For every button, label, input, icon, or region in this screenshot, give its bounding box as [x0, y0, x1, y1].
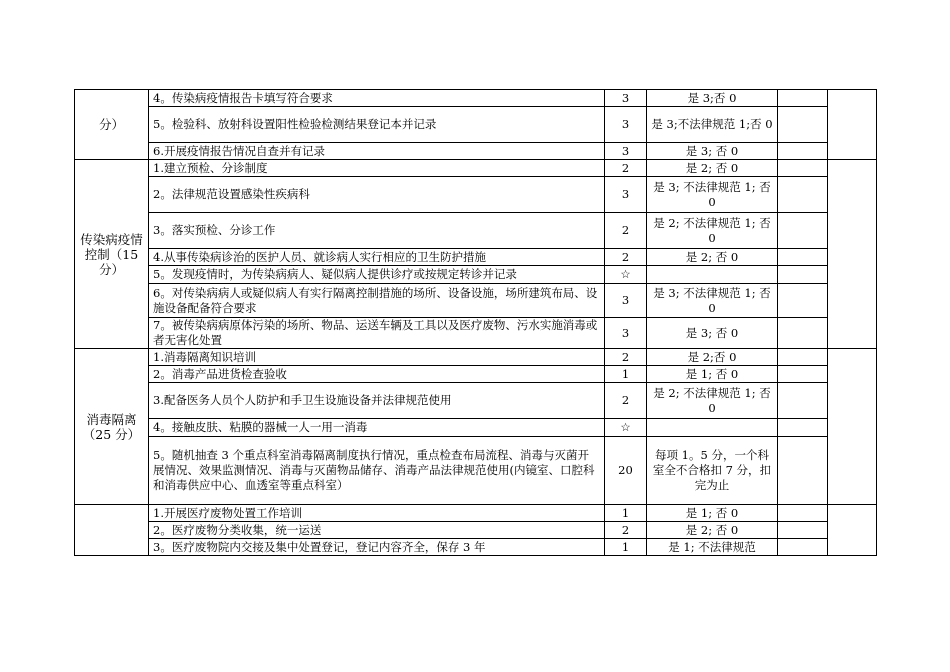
score-cell: 3 [605, 318, 647, 349]
deduction-cell [778, 90, 828, 107]
score-cell: 1 [605, 366, 647, 383]
item-cell: 7。被传染病病原体污染的场所、物品、运送车辆及工具以及医疗废物、污水实施消毒或者无害化处置 [149, 318, 605, 349]
item-cell: 4。传染病疫情报告卡填写符合要求 [149, 90, 605, 107]
scoring-method-cell: 每项 1。5 分，一个科室全不合格扣 7 分，扣完为止 [647, 437, 778, 505]
deduction-cell [778, 249, 828, 266]
table-row [75, 266, 877, 284]
table-row [75, 522, 877, 539]
scoring-method-cell: 是 2; 否 0 [647, 160, 778, 177]
item-cell: 4。接触皮肤、粘膜的器械一人一用一消毒 [149, 419, 605, 437]
item-cell: 2。消毒产品进货检查验收 [149, 366, 605, 383]
item-cell: 5。发现疫情时，为传染病病人、疑似病人提供诊疗或按规定转诊并记录 [149, 266, 605, 284]
item-cell: 1.建立预检、分诊制度 [149, 160, 605, 177]
table-row [75, 177, 877, 213]
table-row [75, 383, 877, 419]
score-cell: 2 [605, 349, 647, 366]
score-cell: 1 [605, 539, 647, 556]
score-cell: 3 [605, 143, 647, 160]
item-cell: 5。检验科、放射科设置阳性检验检测结果登记本并记录 [149, 107, 605, 143]
remark-cell [828, 90, 877, 160]
scoring-method-cell: 是 1; 否 0 [647, 366, 778, 383]
item-cell: 3。落实预检、分诊工作 [149, 213, 605, 249]
score-cell: 3 [605, 177, 647, 213]
category-cell [75, 505, 149, 556]
item-cell: 4.从事传染病诊治的医护人员、就诊病人实行相应的卫生防护措施 [149, 249, 605, 266]
table-row [75, 366, 877, 383]
table-row [75, 107, 877, 143]
score-cell: 3 [605, 107, 647, 143]
table-row [75, 437, 877, 505]
score-cell: 2 [605, 160, 647, 177]
evaluation-table [74, 89, 877, 556]
scoring-method-cell [647, 266, 778, 284]
item-cell: 6.开展疫情报告情况自查并有记录 [149, 143, 605, 160]
scoring-method-cell: 是 3; 否 0 [647, 318, 778, 349]
scoring-method-cell: 是 2;否 0 [647, 349, 778, 366]
deduction-cell [778, 213, 828, 249]
deduction-cell [778, 318, 828, 349]
remark-cell [828, 349, 877, 505]
item-cell: 3.配备医务人员个人防护和手卫生设施设备并法律规范使用 [149, 383, 605, 419]
scoring-method-cell: 是 3;不法律规范 1;否 0 [647, 107, 778, 143]
score-cell: 20 [605, 437, 647, 505]
item-cell: 1.开展医疗废物处置工作培训 [149, 505, 605, 522]
scoring-method-cell: 是 3; 否 0 [647, 143, 778, 160]
category-cell: 消毒隔离（25 分） [75, 349, 149, 505]
table-row [75, 318, 877, 349]
scoring-method-cell [647, 419, 778, 437]
item-cell: 3。医疗废物院内交接及集中处置登记，登记内容齐全，保存 3 年 [149, 539, 605, 556]
deduction-cell [778, 160, 828, 177]
deduction-cell [778, 284, 828, 318]
score-cell: 2 [605, 213, 647, 249]
remark-cell [828, 505, 877, 556]
scoring-method-cell: 是 2; 否 0 [647, 249, 778, 266]
table-row [75, 349, 877, 366]
score-cell: 3 [605, 284, 647, 318]
score-cell: 2 [605, 383, 647, 419]
score-cell: 2 [605, 249, 647, 266]
deduction-cell [778, 349, 828, 366]
item-cell: 2。法律规范设置感染性疾病科 [149, 177, 605, 213]
item-cell: 6。对传染病病人或疑似病人有实行隔离控制措施的场所、设备设施，场所建筑布局、设施设备配备符合要求 [149, 284, 605, 318]
table-row [75, 160, 877, 177]
scoring-method-cell: 是 2; 不法律规范 1; 否 0 [647, 213, 778, 249]
deduction-cell [778, 437, 828, 505]
deduction-cell [778, 366, 828, 383]
table-row [75, 249, 877, 266]
scoring-method-cell: 是 3;否 0 [647, 90, 778, 107]
item-cell: 1.消毒隔离知识培训 [149, 349, 605, 366]
table-row [75, 143, 877, 160]
table-row [75, 90, 877, 107]
score-cell: 1 [605, 505, 647, 522]
deduction-cell [778, 266, 828, 284]
category-cell: 传染病疫情控制（15 分） [75, 160, 149, 349]
score-cell: 2 [605, 522, 647, 539]
deduction-cell [778, 522, 828, 539]
scoring-method-cell: 是 1; 不法律规范 [647, 539, 778, 556]
item-cell: 5。随机抽查 3 个重点科室消毒隔离制度执行情况，重点检查布局流程、消毒与灭菌开展情况、效果监测情况、消毒与灭菌物品储存、消毒产品法律规范使用(内镜室、口腔科和消毒供应中心、血透室等重点科室） [149, 437, 605, 505]
deduction-cell [778, 383, 828, 419]
score-cell: 3 [605, 90, 647, 107]
star-mark: ☆ [605, 419, 647, 437]
table-row [75, 213, 877, 249]
scoring-method-cell: 是 3; 不法律规范 1; 否 0 [647, 284, 778, 318]
scoring-method-cell: 是 3; 不法律规范 1; 否 0 [647, 177, 778, 213]
deduction-cell [778, 505, 828, 522]
table-row [75, 284, 877, 318]
scoring-method-cell: 是 2; 不法律规范 1; 否 0 [647, 383, 778, 419]
deduction-cell [778, 143, 828, 160]
scoring-method-cell: 是 1; 否 0 [647, 505, 778, 522]
table-row [75, 419, 877, 437]
table-row [75, 539, 877, 556]
deduction-cell [778, 177, 828, 213]
item-cell: 2。医疗废物分类收集，统一运送 [149, 522, 605, 539]
deduction-cell [778, 419, 828, 437]
scoring-method-cell: 是 2; 否 0 [647, 522, 778, 539]
table-row [75, 505, 877, 522]
deduction-cell [778, 107, 828, 143]
category-cell: 分） [75, 90, 149, 160]
star-mark: ☆ [605, 266, 647, 284]
remark-cell [828, 160, 877, 349]
deduction-cell [778, 539, 828, 556]
